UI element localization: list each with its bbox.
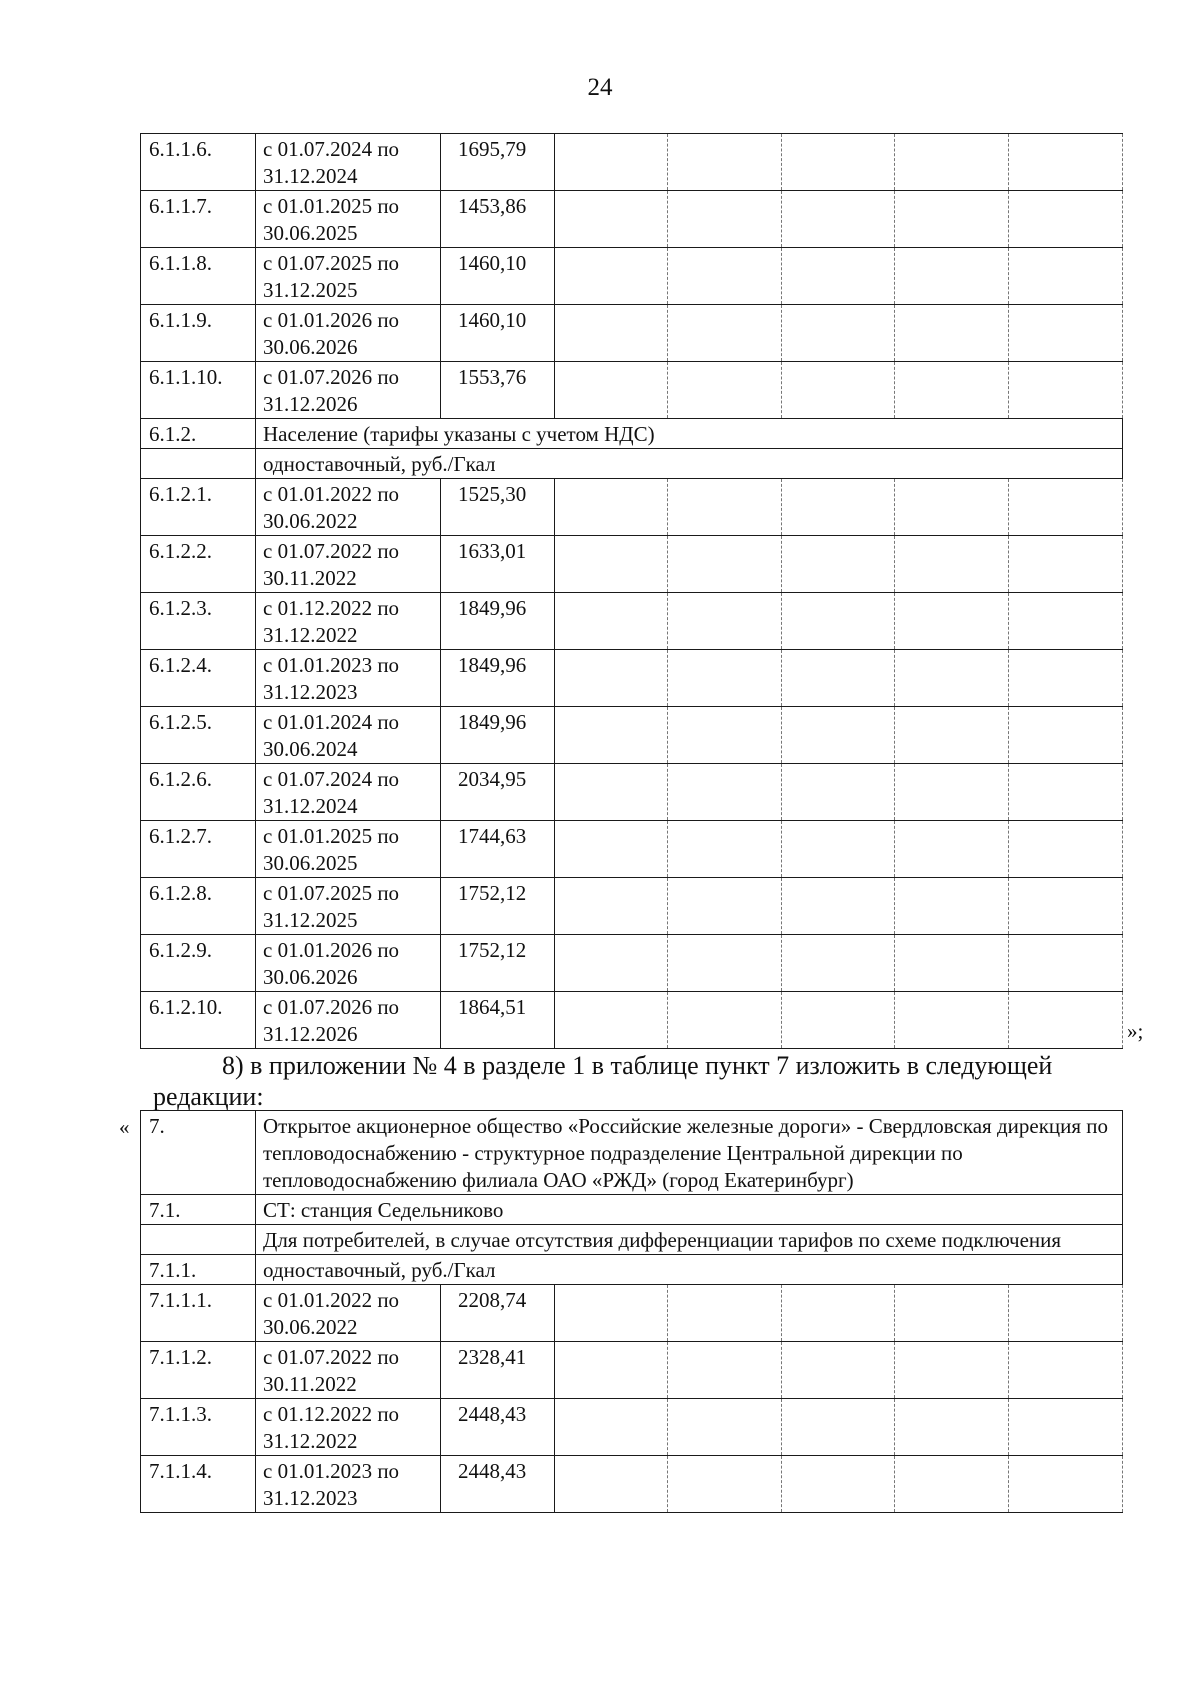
row-number: 6.1.1.7.	[141, 191, 256, 248]
period-start: с 01.01.2025 по	[263, 194, 400, 218]
empty-cell	[668, 935, 782, 992]
period-cell	[256, 707, 441, 764]
empty-cell	[668, 821, 782, 878]
row-number: 6.1.2.8.	[141, 878, 256, 935]
period-start: с 01.07.2026 по	[263, 365, 400, 389]
period-start: с 01.01.2024 по	[263, 710, 400, 734]
table-row	[141, 764, 1123, 821]
empty-cell	[895, 707, 1009, 764]
table-row	[141, 191, 1123, 248]
empty-cell	[895, 362, 1009, 419]
row-number: 7.	[141, 1111, 256, 1195]
row-number: 6.1.2.4.	[141, 650, 256, 707]
empty-cell	[555, 479, 668, 536]
empty-cell	[668, 362, 782, 419]
empty-cell	[668, 1456, 782, 1513]
page-number: 24	[587, 74, 613, 101]
table-row	[141, 707, 1123, 764]
row-number: 7.1.1.	[141, 1255, 256, 1285]
period-cell	[256, 536, 441, 593]
empty-cell	[555, 1399, 668, 1456]
period-cell	[256, 248, 441, 305]
period-end: 31.12.2023	[263, 1486, 358, 1510]
row-number: 7.1.1.3.	[141, 1399, 256, 1456]
empty-cell	[555, 134, 668, 191]
empty-cell	[1009, 593, 1123, 650]
table-row	[141, 536, 1123, 593]
period-end: 31.12.2024	[263, 794, 358, 818]
period-cell	[256, 191, 441, 248]
empty-cell	[555, 593, 668, 650]
tariff-value: 1460,10	[441, 248, 555, 305]
row-number: 7.1.1.4.	[141, 1456, 256, 1513]
row-number: 6.1.1.8.	[141, 248, 256, 305]
period-end: 30.06.2022	[263, 509, 358, 533]
period-end: 30.11.2022	[263, 1372, 357, 1396]
empty-cell	[782, 878, 895, 935]
tariff-value: 1752,12	[441, 878, 555, 935]
empty-cell	[782, 305, 895, 362]
empty-cell	[555, 248, 668, 305]
empty-cell	[782, 707, 895, 764]
period-start: с 01.01.2026 по	[263, 308, 400, 332]
tariff-value: 1460,10	[441, 305, 555, 362]
row-number: 6.1.2.9.	[141, 935, 256, 992]
empty-cell	[668, 1342, 782, 1399]
period-start: с 01.07.2022 по	[263, 1345, 400, 1369]
empty-cell	[895, 536, 1009, 593]
period-start: с 01.12.2022 по	[263, 1402, 400, 1426]
empty-cell	[668, 305, 782, 362]
empty-cell	[895, 1285, 1009, 1342]
table-row	[141, 992, 1123, 1049]
tariff-value: 1633,01	[441, 536, 555, 593]
row-number: 6.1.2.3.	[141, 593, 256, 650]
row-heading: Население (тарифы указаны с учетом НДС)	[256, 419, 1123, 449]
period-end: 30.06.2025	[263, 221, 358, 245]
period-end: 31.12.2026	[263, 392, 358, 416]
row-number: 6.1.2.1.	[141, 479, 256, 536]
period-cell	[256, 1285, 441, 1342]
row-heading: Открытое акционерное общество «Российские железные дороги» - Свердловская дирекция по тепловодоснабжению - структурное подразделение Центральной дирекции по тепловодоснабжению филиала ОАО «РЖД» (город Екатеринбург)	[256, 1111, 1123, 1195]
period-end: 30.06.2025	[263, 851, 358, 875]
row-number: 6.1.2.10.	[141, 992, 256, 1049]
table-row	[141, 248, 1123, 305]
period-end: 31.12.2023	[263, 680, 358, 704]
empty-cell	[782, 1399, 895, 1456]
row-number: 7.1.1.1.	[141, 1285, 256, 1342]
empty-cell	[1009, 362, 1123, 419]
table-row	[141, 134, 1123, 191]
empty-cell	[895, 593, 1009, 650]
row-heading: Для потребителей, в случае отсутствия дифференциации тарифов по схеме подключения	[256, 1225, 1123, 1255]
row-number: 7.1.1.2.	[141, 1342, 256, 1399]
table-row	[141, 362, 1123, 419]
row-heading: одноставочный, руб./Гкал	[256, 449, 1123, 479]
period-cell	[256, 134, 441, 191]
period-end: 30.06.2026	[263, 335, 358, 359]
empty-cell	[668, 479, 782, 536]
period-cell	[256, 479, 441, 536]
empty-cell	[1009, 305, 1123, 362]
tariff-value: 1864,51	[441, 992, 555, 1049]
tariff-value: 1525,30	[441, 479, 555, 536]
row-number: 6.1.2.	[141, 419, 256, 449]
row-number: 6.1.1.10.	[141, 362, 256, 419]
table-row	[141, 449, 1123, 479]
table-row	[141, 1195, 1123, 1225]
empty-cell	[555, 650, 668, 707]
table-row	[141, 1399, 1123, 1456]
period-start: с 01.12.2022 по	[263, 596, 400, 620]
empty-cell	[1009, 650, 1123, 707]
empty-cell	[555, 878, 668, 935]
empty-cell	[895, 764, 1009, 821]
row-number	[141, 449, 256, 479]
tariff-value: 1695,79	[441, 134, 555, 191]
empty-cell	[555, 362, 668, 419]
tariff-value: 2448,43	[441, 1456, 555, 1513]
period-start: с 01.07.2025 по	[263, 881, 400, 905]
empty-cell	[668, 764, 782, 821]
empty-cell	[668, 1399, 782, 1456]
empty-cell	[1009, 878, 1123, 935]
period-cell	[256, 1399, 441, 1456]
empty-cell	[1009, 821, 1123, 878]
table-row	[141, 1342, 1123, 1399]
empty-cell	[782, 248, 895, 305]
empty-cell	[782, 479, 895, 536]
table-row	[141, 593, 1123, 650]
period-end: 30.06.2024	[263, 737, 358, 761]
period-start: с 01.01.2025 по	[263, 824, 400, 848]
period-start: с 01.07.2025 по	[263, 251, 400, 275]
empty-cell	[782, 362, 895, 419]
empty-cell	[782, 935, 895, 992]
tariff-value: 2208,74	[441, 1285, 555, 1342]
period-cell	[256, 593, 441, 650]
period-start: с 01.07.2026 по	[263, 995, 400, 1019]
empty-cell	[1009, 536, 1123, 593]
empty-cell	[1009, 248, 1123, 305]
empty-cell	[782, 650, 895, 707]
table-row	[141, 305, 1123, 362]
period-cell	[256, 764, 441, 821]
empty-cell	[1009, 1456, 1123, 1513]
empty-cell	[1009, 707, 1123, 764]
period-cell	[256, 362, 441, 419]
empty-cell	[782, 134, 895, 191]
empty-cell	[1009, 1399, 1123, 1456]
empty-cell	[895, 992, 1009, 1049]
tariff-value: 2328,41	[441, 1342, 555, 1399]
period-start: с 01.07.2024 по	[263, 767, 400, 791]
empty-cell	[555, 992, 668, 1049]
tariff-value: 2034,95	[441, 764, 555, 821]
empty-cell	[895, 1342, 1009, 1399]
empty-cell	[555, 191, 668, 248]
empty-cell	[782, 593, 895, 650]
empty-cell	[895, 821, 1009, 878]
empty-cell	[895, 878, 1009, 935]
table-row	[141, 935, 1123, 992]
empty-cell	[668, 992, 782, 1049]
tariff-value: 1744,63	[441, 821, 555, 878]
row-number: 6.1.2.6.	[141, 764, 256, 821]
period-end: 30.06.2026	[263, 965, 358, 989]
empty-cell	[555, 305, 668, 362]
opening-quote: «	[119, 1115, 130, 1139]
tariff-value: 1752,12	[441, 935, 555, 992]
table-row	[141, 479, 1123, 536]
period-end: 30.06.2022	[263, 1315, 358, 1339]
row-number: 6.1.1.9.	[141, 305, 256, 362]
period-start: с 01.01.2026 по	[263, 938, 400, 962]
period-start: с 01.01.2023 по	[263, 1459, 400, 1483]
table-row	[141, 1111, 1123, 1195]
empty-cell	[668, 878, 782, 935]
empty-cell	[895, 134, 1009, 191]
period-start: с 01.01.2022 по	[263, 1288, 400, 1312]
empty-cell	[555, 935, 668, 992]
closing-quote: »;	[1127, 1019, 1144, 1043]
period-cell	[256, 821, 441, 878]
period-cell	[256, 935, 441, 992]
period-cell	[256, 1456, 441, 1513]
empty-cell	[668, 707, 782, 764]
empty-cell	[782, 1456, 895, 1513]
tariff-value: 2448,43	[441, 1399, 555, 1456]
tariff-value: 1849,96	[441, 707, 555, 764]
empty-cell	[555, 1456, 668, 1513]
period-cell	[256, 305, 441, 362]
period-end: 31.12.2024	[263, 164, 358, 188]
empty-cell	[555, 764, 668, 821]
table-row	[141, 1456, 1123, 1513]
tariff-value: 1453,86	[441, 191, 555, 248]
empty-cell	[782, 1285, 895, 1342]
period-end: 31.12.2022	[263, 623, 358, 647]
empty-cell	[895, 650, 1009, 707]
empty-cell	[1009, 992, 1123, 1049]
empty-cell	[555, 1285, 668, 1342]
tariff-value: 1849,96	[441, 650, 555, 707]
row-number: 6.1.2.5.	[141, 707, 256, 764]
empty-cell	[782, 191, 895, 248]
period-start: с 01.07.2024 по	[263, 137, 400, 161]
period-cell	[256, 992, 441, 1049]
empty-cell	[895, 935, 1009, 992]
row-number: 6.1.1.6.	[141, 134, 256, 191]
table-row	[141, 1225, 1123, 1255]
table-row	[141, 1255, 1123, 1285]
empty-cell	[668, 536, 782, 593]
empty-cell	[895, 479, 1009, 536]
empty-cell	[668, 134, 782, 191]
empty-cell	[668, 593, 782, 650]
empty-cell	[895, 305, 1009, 362]
empty-cell	[895, 1456, 1009, 1513]
tariff-value: 1849,96	[441, 593, 555, 650]
empty-cell	[895, 248, 1009, 305]
empty-cell	[668, 650, 782, 707]
period-start: с 01.07.2022 по	[263, 539, 400, 563]
tariff-value: 1553,76	[441, 362, 555, 419]
row-heading: СТ: станция Седельниково	[256, 1195, 1123, 1225]
period-end: 31.12.2025	[263, 278, 358, 302]
empty-cell	[668, 248, 782, 305]
empty-cell	[782, 992, 895, 1049]
empty-cell	[555, 821, 668, 878]
period-cell	[256, 650, 441, 707]
period-start: с 01.01.2023 по	[263, 653, 400, 677]
empty-cell	[1009, 479, 1123, 536]
table-row	[141, 650, 1123, 707]
empty-cell	[782, 1342, 895, 1399]
tariff-table-2	[140, 1110, 1123, 1513]
period-end: 31.12.2022	[263, 1429, 358, 1453]
empty-cell	[668, 191, 782, 248]
row-number: 6.1.2.2.	[141, 536, 256, 593]
empty-cell	[555, 707, 668, 764]
empty-cell	[782, 536, 895, 593]
empty-cell	[1009, 134, 1123, 191]
row-number	[141, 1225, 256, 1255]
empty-cell	[555, 536, 668, 593]
empty-cell	[782, 821, 895, 878]
period-end: 30.11.2022	[263, 566, 357, 590]
empty-cell	[668, 1285, 782, 1342]
period-cell	[256, 878, 441, 935]
tariff-table-1	[140, 133, 1123, 1049]
period-start: с 01.01.2022 по	[263, 482, 400, 506]
empty-cell	[895, 1399, 1009, 1456]
table-row	[141, 419, 1123, 449]
row-number: 7.1.	[141, 1195, 256, 1225]
row-number: 6.1.2.7.	[141, 821, 256, 878]
empty-cell	[555, 1342, 668, 1399]
empty-cell	[1009, 191, 1123, 248]
table-row	[141, 878, 1123, 935]
period-cell	[256, 1342, 441, 1399]
empty-cell	[895, 191, 1009, 248]
table-row	[141, 1285, 1123, 1342]
empty-cell	[1009, 1342, 1123, 1399]
empty-cell	[1009, 935, 1123, 992]
row-heading: одноставочный, руб./Гкал	[256, 1255, 1123, 1285]
empty-cell	[1009, 1285, 1123, 1342]
period-end: 31.12.2026	[263, 1022, 358, 1046]
empty-cell	[782, 764, 895, 821]
table-row	[141, 821, 1123, 878]
empty-cell	[1009, 764, 1123, 821]
period-end: 31.12.2025	[263, 908, 358, 932]
amendment-paragraph: 8) в приложении № 4 в разделе 1 в таблице пункт 7 изложить в следующей редакции:	[153, 1051, 1053, 1111]
